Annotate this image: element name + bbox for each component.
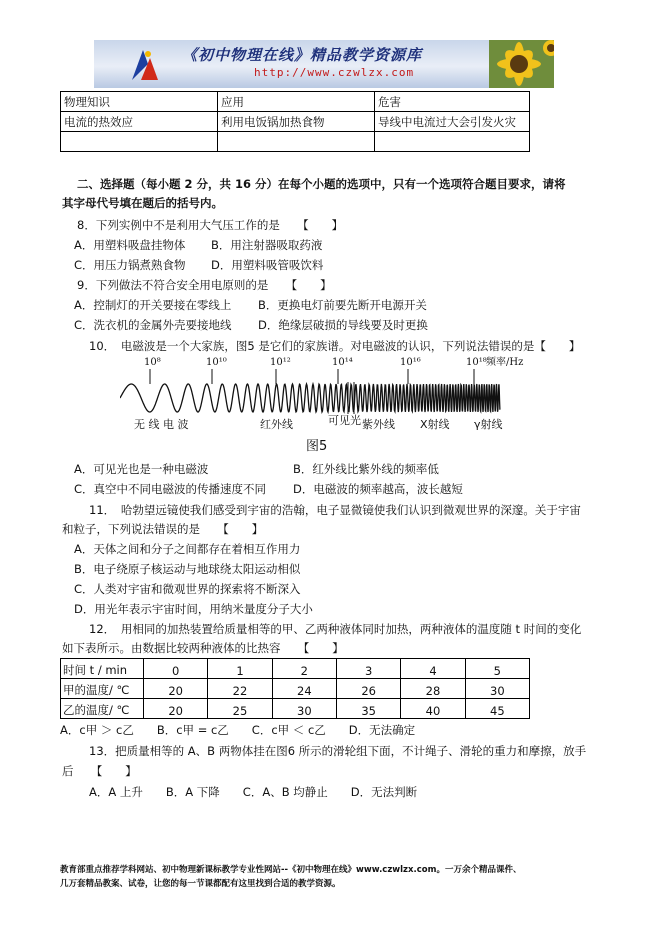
table-cell: 利用电饭锅加热食物 [218, 112, 375, 132]
question-10-option-d: D．电磁波的频率越高，波长越短 [293, 482, 463, 496]
table-row [61, 112, 530, 132]
table-cell: 乙的温度/ ℃ [61, 699, 144, 719]
question-12-stem: 12． 用相同的加热装置给质量相等的甲、乙两种液体同时加热，两种液体的温度随 t 时间的变化 [89, 622, 582, 636]
question-8-option-a: A．用塑料吸盘挂物体 [74, 238, 186, 252]
question-9-option-c: C．洗衣机的金属外壳要接地线 [74, 318, 232, 332]
banner-url[interactable]: http://www.czwlzx.com [254, 66, 415, 79]
table-cell: 时间 t / min [61, 659, 144, 679]
table-cell: 30 [465, 679, 529, 699]
question-10-option-b: B．红外线比紫外线的频率低 [293, 462, 439, 476]
table-cell: 物理知识 [61, 92, 218, 112]
question-11-stem: 11． 哈勃望远镜使我们感受到宇宙的浩翰，电子显微镜使我们认识到微观世界的深邃。关于宇宙 [89, 503, 581, 517]
section-heading-cont: 其字母代号填在题后的括号内。 [62, 196, 223, 210]
band-visible: 可见光 [328, 414, 361, 427]
freq-label: 10⁸ [144, 357, 161, 368]
table-cell: 1 [208, 659, 272, 679]
band-infrared: 红外线 [260, 418, 293, 431]
table-cell: 2 [272, 659, 336, 679]
table-cell: 35 [336, 699, 400, 719]
table-cell: 24 [272, 679, 336, 699]
question-9-stem: 9．下列做法不符合安全用电原则的是 【 】 [77, 278, 332, 292]
sunflower-image [489, 40, 554, 88]
figure-caption: 图5 [306, 439, 328, 454]
table-cell: 甲的温度/ ℃ [61, 679, 144, 699]
table-row [61, 659, 530, 679]
freq-label: 10¹⁴ [332, 357, 353, 368]
em-spectrum-figure [120, 352, 540, 456]
question-8-stem: 8．下列实例中不是利用大气压工作的是 【 】 [77, 218, 344, 232]
table-row [61, 132, 530, 152]
question-9-option-a: A．控制灯的开关要接在零线上 [74, 298, 232, 312]
table-cell: 25 [208, 699, 272, 719]
table-row [61, 699, 530, 719]
table-cell: 40 [401, 699, 465, 719]
section-heading: 二、选择题（每小题 2 分，共 16 分）在每个小题的选项中，只有一个选项符合题目要求，请将 [77, 177, 566, 191]
question-9-option-d: D．绝缘层破损的导线要及时更换 [258, 318, 428, 332]
table-cell [218, 132, 375, 152]
question-10-option-c: C．真空中不同电磁波的传播速度不同 [74, 482, 267, 496]
banner-title: 《初中物理在线》精品教学资源库 [182, 46, 423, 64]
question-11-option-b: B．电子绕原子核运动与地球绕太阳运动相似 [74, 562, 301, 576]
table-cell: 3 [336, 659, 400, 679]
table-cell: 28 [401, 679, 465, 699]
table-row [61, 679, 530, 699]
table-cell: 22 [208, 679, 272, 699]
question-9-option-b: B．更换电灯前要先断开电源开关 [258, 298, 427, 312]
question-11-option-d: D．用光年表示宇宙时间，用纳米量度分子大小 [74, 602, 313, 616]
table-cell: 危害 [375, 92, 530, 112]
table-cell: 0 [144, 659, 208, 679]
band-gamma: γ射线 [474, 418, 503, 431]
footer-line: 教育部重点推荐学科网站、初中物理新课标教学专业性网站--《初中物理在线》www.czwlzx.com。一万余个精品课件、 [60, 865, 522, 875]
band-radio: 无 线 电 波 [134, 418, 189, 431]
table-cell: 26 [336, 679, 400, 699]
table-cell [61, 132, 218, 152]
question-10-option-a: A．可见光也是一种电磁波 [74, 462, 209, 476]
header-banner [94, 40, 554, 88]
question-8-option-d: D．用塑料吸管吸饮料 [211, 258, 324, 272]
band-xray: X射线 [420, 418, 450, 431]
question-13-stem: 13．把质量相等的 A、B 两物体挂在图6 所示的滑轮组下面，不计绳子、滑轮的重力和摩擦，放手 [89, 744, 587, 758]
footer-line: 几万套精品教案、试卷，让您的每一节课都配有这里找到合适的教学资源。 [60, 879, 341, 889]
freq-label: 10¹² [270, 357, 291, 368]
question-8-option-b: B．用注射器吸取药液 [211, 238, 323, 252]
freq-unit: 频率/Hz [486, 357, 524, 368]
question-13-stem-cont: 后 【 】 [62, 764, 137, 778]
table-cell [375, 132, 530, 152]
freq-label: 10¹⁰ [206, 357, 227, 368]
table-cell: 应用 [218, 92, 375, 112]
question-11-stem-cont: 和粒子，下列说法错误的是 【 】 [62, 522, 264, 536]
table-cell: 5 [465, 659, 529, 679]
question-13-options: A．A 上升 B．A 下降 C．A、B 均静止 D．无法判断 [89, 785, 418, 799]
table-cell: 电流的热效应 [61, 112, 218, 132]
site-logo [124, 46, 162, 84]
table-cell: 20 [144, 699, 208, 719]
question-8-option-c: C．用压力锅煮熟食物 [74, 258, 186, 272]
question-11-option-a: A．天体之间和分子之间都存在着相互作用力 [74, 542, 301, 556]
question-11-option-c: C．人类对宇宙和微观世界的探索将不断深入 [74, 582, 301, 596]
table-cell: 30 [272, 699, 336, 719]
question-12-options: A．c甲 ＞ c乙 B．c甲 = c乙 C．c甲 ＜ c乙 D．无法确定 [60, 723, 416, 737]
page-footer [60, 863, 600, 891]
knowledge-table [60, 91, 530, 152]
table-cell: 45 [465, 699, 529, 719]
table-cell: 4 [401, 659, 465, 679]
question-10-stem: 10． 电磁波是一个大家族，图5 是它们的家族谱。对电磁波的认识，下列说法错误的是【 】 [89, 339, 581, 353]
wave-curve [120, 384, 500, 412]
table-cell: 导线中电流过大会引发火灾 [375, 112, 530, 132]
question-12-stem-cont: 如下表所示。由数据比较两种液体的比热容 【 】 [62, 641, 344, 655]
table-row [61, 92, 530, 112]
freq-label: 10¹⁸ [466, 357, 487, 368]
table-cell: 20 [144, 679, 208, 699]
band-ultraviolet: 紫外线 [362, 418, 395, 431]
temperature-table [60, 658, 530, 719]
freq-label: 10¹⁶ [400, 357, 421, 368]
